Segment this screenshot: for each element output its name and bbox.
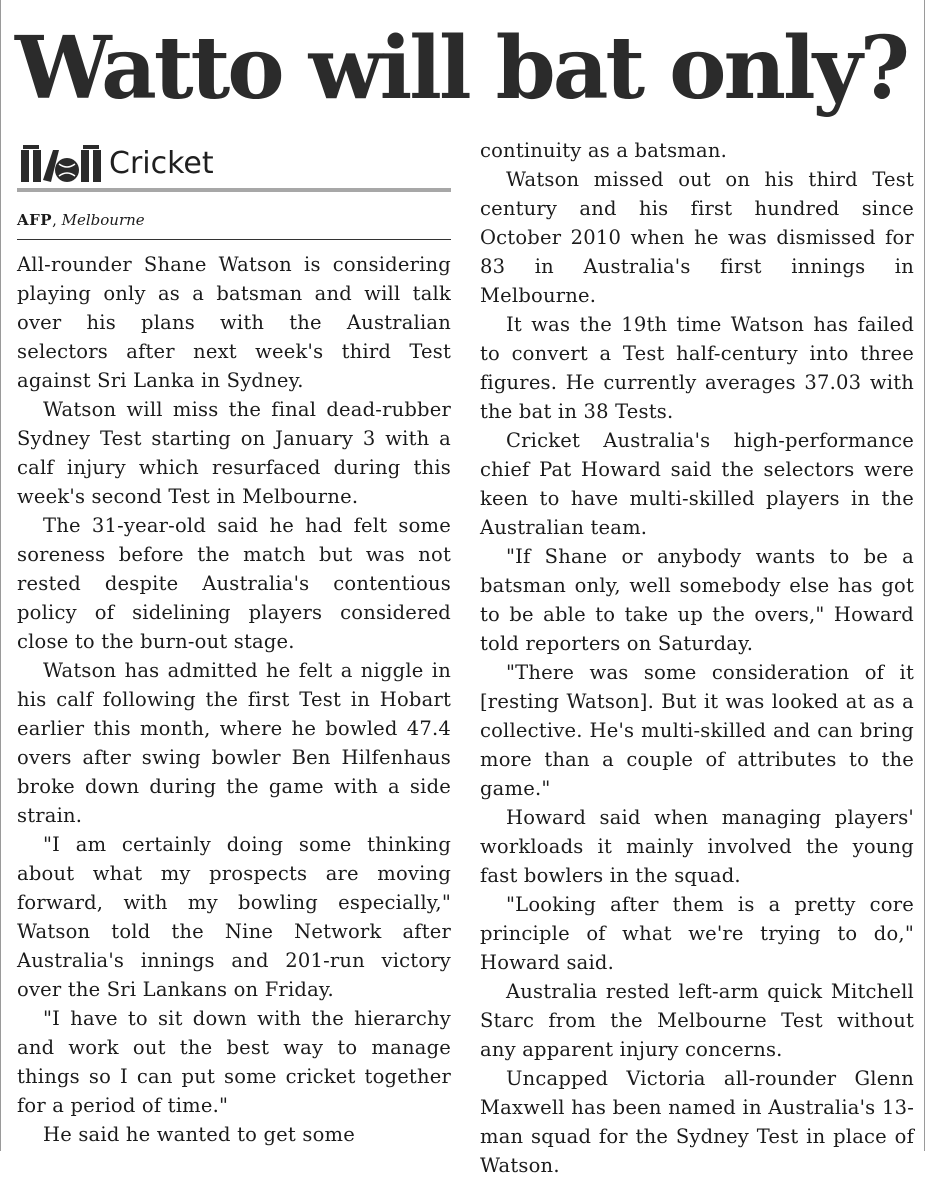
- paragraph: continuity as a batsman.: [480, 139, 727, 162]
- section-header: [17, 136, 451, 192]
- byline-location: Melbourne: [61, 211, 145, 229]
- paragraph: "There was some consideration of it [resting Watson]. But it was looked at as a collective. He's multi-skilled and can bring more than a couple of attributes to the game.": [480, 661, 914, 800]
- paragraph: Howard said when managing players' workloads it mainly involved the young fast bowlers in the squad.: [480, 806, 914, 887]
- section-label: Cricket: [109, 146, 214, 181]
- cricket-logo-icon: [19, 140, 103, 184]
- column-left: [17, 136, 451, 1149]
- byline-agency: AFP: [17, 211, 53, 229]
- paragraph: Australia rested left-arm quick Mitchell Starc from the Melbourne Test without any apparent injury concerns.: [480, 980, 914, 1061]
- headline: Watto will bat only?: [15, 18, 908, 119]
- paragraph: "If Shane or anybody wants to be a batsman only, well somebody else has got to be able to take up the overs," Howard told reporters on Saturday.: [480, 545, 914, 655]
- paragraph: Uncapped Victoria all-rounder Glenn Maxwell has been named in Australia's 13-man squad for the Sydney Test in place of Watson.: [480, 1067, 914, 1177]
- story-body-right: [480, 136, 914, 1180]
- paragraph: He said he wanted to get some: [43, 1123, 355, 1146]
- paragraph: It was the 19th time Watson has failed to convert a Test half-century into three figures. He currently averages 37.03 with the bat in 38 Tests.: [480, 313, 914, 423]
- byline: AFP, Melbourne: [17, 210, 451, 240]
- paragraph: Cricket Australia's high-performance chief Pat Howard said the selectors were keen to have multi-skilled players in the Australian team.: [480, 429, 914, 539]
- paragraph: Watson missed out on his third Test century and his first hundred since October 2010 when he was dismissed for 83 in Australia's first innings in Melbourne.: [480, 168, 914, 307]
- paragraph: "Looking after them is a pretty core principle of what we're trying to do," Howard said.: [480, 893, 914, 974]
- paragraph: All-rounder Shane Watson is considering playing only as a batsman and will talk over his plans with the Australian selectors after next week's third Test against Sri Lanka in Sydney.: [17, 253, 451, 392]
- paragraph: Watson will miss the final dead-rubber Sydney Test starting on January 3 with a calf injury which resurfaced during this week's second Test in Melbourne.: [17, 398, 451, 508]
- paragraph: Watson has admitted he felt a niggle in his calf following the first Test in Hobart earlier this month, where he bowled 47.4 overs after swing bowler Ben Hilfenhaus broke down during the game with a side strain.: [17, 659, 451, 827]
- paragraph: "I have to sit down with the hierarchy and work out the best way to manage things so I can put some cricket together for a period of time.": [17, 1007, 451, 1117]
- paragraph: The 31-year-old said he had felt some soreness before the match but was not rested despite Australia's contentious policy of sidelining players considered close to the burn-out stage.: [17, 514, 451, 653]
- story-body-left: [17, 250, 451, 1149]
- paragraph: "I am certainly doing some thinking about what my prospects are moving forward, with my bowling especially," Watson told the Nine Network after Australia's innings and 201-run victory over the Sri Lankans on Friday.: [17, 833, 451, 1001]
- column-right: [480, 136, 914, 1180]
